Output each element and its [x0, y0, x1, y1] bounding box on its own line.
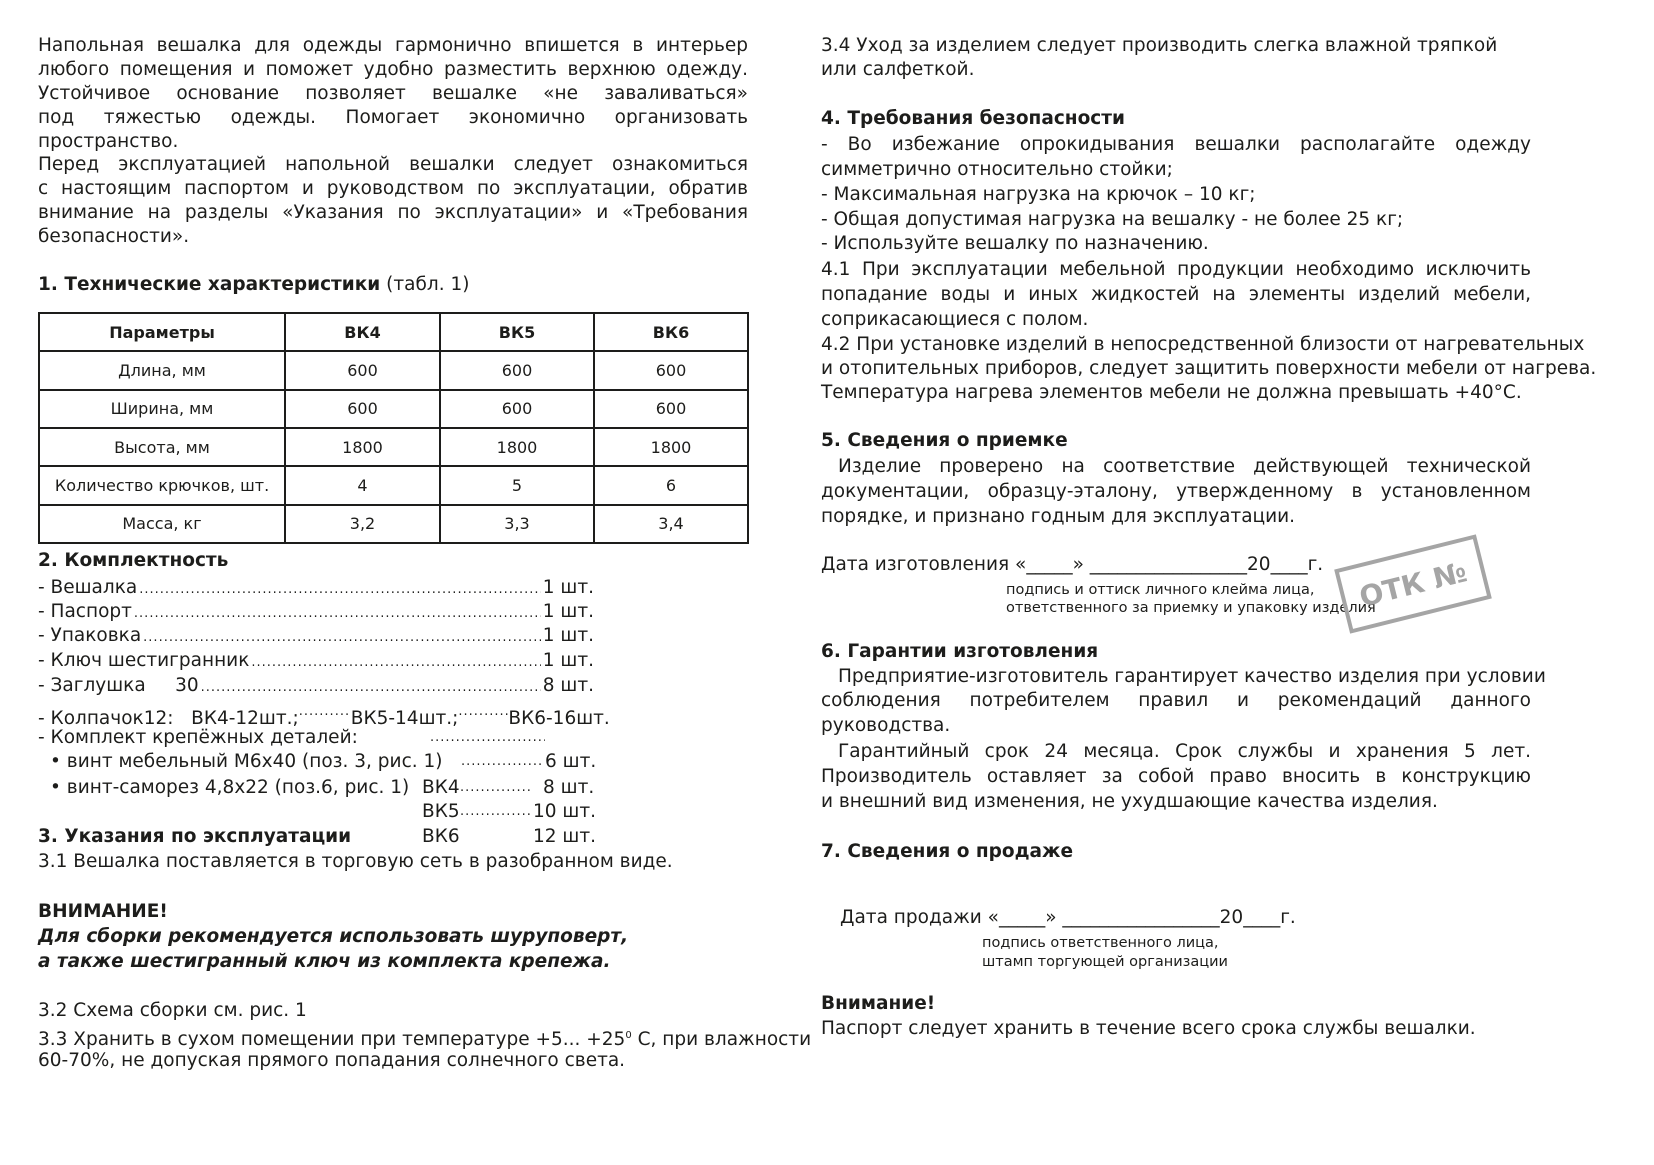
kit-item-label: - Ключ шестигранник [38, 650, 250, 671]
section4-line: соприкасающиеся с полом. [821, 309, 1089, 330]
section4-line: симметрично относительно стойки; [821, 159, 1173, 180]
section6-line: Производитель оставляет за собой право вносить в конструкцию [821, 766, 1531, 787]
table-cell: 3,4 [594, 505, 748, 543]
section1-heading [38, 273, 469, 297]
spec-table [38, 312, 749, 544]
section4-line: 4.1 При эксплуатации мебельной продукции необходимо исключить [821, 259, 1531, 280]
kit-item-label: - Упаковка [38, 625, 142, 646]
sale-note: подпись ответственного лица, [982, 935, 1219, 951]
section4-line: - Используйте вешалку по назначению. [821, 233, 1209, 254]
section4-line: попадание воды и иных жидкостей на элементы изделий мебели, [821, 284, 1531, 305]
table-cell: 600 [285, 351, 440, 389]
section4-line: и отопительных приборов, следует защитить поверхности мебели от нагрева. [821, 358, 1597, 379]
intro-line: любого помещения и поможет удобно разместить верхнюю одежду. [38, 59, 748, 80]
screw2-model: ВК4 [422, 777, 460, 798]
table-row [39, 505, 748, 543]
table-cell: 5 [440, 466, 594, 504]
p33-degree: 0 [625, 1030, 632, 1041]
manufacture-date: Дата изготовления «_____» _________________20____г. [821, 554, 1324, 575]
intro-line: Перед эксплуатацией напольной вешалки следует ознакомиться [38, 154, 748, 175]
table-cell: 1800 [285, 428, 440, 466]
table-cell: 600 [594, 390, 748, 428]
table-cell: 600 [285, 390, 440, 428]
section3-p34: или салфеткой. [821, 59, 975, 80]
table-cell: 600 [440, 351, 594, 389]
table-header: ВК4 [285, 313, 440, 351]
caps-label: - Колпачок12: [38, 708, 174, 729]
section4-line: - Общая допустимая нагрузка на вешалку - не более 25 кг; [821, 209, 1404, 230]
screw2-model: ВК5 [422, 801, 460, 822]
kit-item-label: - Заглушка 30 [38, 675, 199, 696]
screw2-model: ВК6 [422, 826, 460, 847]
section6-line: Гарантийный срок 24 месяца. Срок службы и хранения 5 лет. [838, 741, 1531, 762]
kit-item-qty: 1 шт. [542, 601, 594, 622]
intro-line: безопасности». [38, 226, 190, 247]
section3-p33 [38, 1024, 811, 1052]
section5-title: 5. Сведения о приемке [821, 430, 1068, 451]
table-cell: 600 [440, 390, 594, 428]
table-header: ВК6 [594, 313, 748, 351]
kit-item-label: - Паспорт [38, 601, 132, 622]
kit-item-qty: 1 шт. [542, 625, 594, 646]
table-header: ВК5 [440, 313, 594, 351]
table-header-row [39, 313, 748, 351]
screw2-qty: 12 шт. [533, 826, 597, 847]
screw1-label: • винт мебельный М6х40 (поз. 3, рис. 1) [50, 751, 443, 772]
section4-line: - Во избежание опрокидывания вешалки располагайте одежду [821, 134, 1531, 155]
caps-vk5: ВК5-14шт.; [350, 708, 459, 729]
table-cell: 3,3 [440, 505, 594, 543]
section5-line: порядке, и признано годным для эксплуатации. [821, 506, 1296, 527]
section3-p34: 3.4 Уход за изделием следует производить слегка влажной тряпкой [821, 35, 1498, 56]
screw2-qty: 10 шт. [533, 801, 597, 822]
attention-line: Для сборки рекомендуется использовать шуруповерт, [38, 926, 629, 947]
section3-p31: 3.1 Вешалка поставляется в торговую сеть в разобранном виде. [38, 851, 673, 872]
table-row [39, 351, 748, 389]
sale-note: штамп торгующей организации [982, 954, 1228, 970]
screw1-qty: 6 шт. [545, 751, 597, 772]
caps-vk4: ВК4-12шт.; [191, 708, 299, 729]
table-cell: 4 [285, 466, 440, 504]
section4-line: 4.2 При установке изделий в непосредственной близости от нагревательных [821, 334, 1585, 355]
table-row [39, 428, 748, 466]
otk-stamp [1334, 534, 1492, 633]
signature-note: подпись и оттиск личного клейма лица, [1006, 582, 1315, 598]
table-cell: Ширина, мм [39, 390, 285, 428]
section6-line: и внешний вид изменения, не ухудшающие качества изделия. [821, 791, 1438, 812]
kit-item [38, 674, 594, 700]
table-header: Параметры [39, 313, 285, 351]
kit-item [38, 624, 594, 650]
section6-line: руководства. [821, 715, 951, 736]
table-cell: 6 [594, 466, 748, 504]
intro-line: Напольная вешалка для одежды гармонично впишется в интерьер [38, 35, 748, 56]
kit-item-qty: 8 шт. [542, 675, 594, 696]
kit-fasteners: - Комплект крепёжных деталей: [38, 727, 358, 748]
table-cell: 1800 [440, 428, 594, 466]
table-cell: 600 [594, 351, 748, 389]
section4-title: 4. Требования безопасности [821, 108, 1125, 129]
otk-stamp-text: ОТК № [1356, 554, 1470, 614]
kit-item-qty: 1 шт. [542, 650, 594, 671]
section3-title: 3. Указания по эксплуатации [38, 826, 352, 847]
kit-item [38, 600, 594, 626]
section4-line: Температура нагрева элементов мебели не должна превышать +40°С. [821, 382, 1522, 403]
section3-p32: 3.2 Схема сборки см. рис. 1 [38, 1000, 307, 1021]
screw2-qty: 8 шт. [543, 777, 595, 798]
section1-title: 1. Технические характеристики [38, 274, 381, 295]
table-row [39, 466, 748, 504]
table-cell: Длина, мм [39, 351, 285, 389]
table-cell: Высота, мм [39, 428, 285, 466]
screw2-label: • винт-саморез 4,8х22 (поз.6, рис. 1) [50, 777, 410, 798]
p33-text-b: С, при влажности [631, 1029, 812, 1051]
p33-text: 3.3 Хранить в сухом помещении при температуре +5... +25 [38, 1029, 626, 1051]
table-cell: 1800 [594, 428, 748, 466]
caps-vk6: ВК6-16шт. [508, 708, 610, 729]
section6-title: 6. Гарантии изготовления [821, 641, 1099, 662]
attention-line: а также шестигранный ключ из комплекта крепежа. [38, 951, 611, 972]
section5-line: Изделие проверено на соответствие действующей технической [838, 456, 1531, 477]
section5-line: документации, образцу-эталону, утвержденному в установленном [821, 481, 1531, 502]
table-cell: 3,2 [285, 505, 440, 543]
signature-note: ответственного за приемку и упаковку изделия [1006, 600, 1376, 616]
section6-line: Предприятие-изготовитель гарантирует качество изделия при условии [838, 666, 1546, 687]
intro-line: под тяжестью одежды. Помогает экономично организовать [38, 107, 748, 128]
section4-line: - Максимальная нагрузка на крючок – 10 кг; [821, 184, 1256, 205]
intro-line: с настоящим паспортом и руководством по эксплуатации, обратив [38, 178, 748, 199]
table-cell: Масса, кг [39, 505, 285, 543]
final-attention-title: Внимание! [821, 993, 936, 1014]
sale-date: Дата продажи «_____» _________________20____г. [840, 907, 1296, 928]
screw2-dots [460, 800, 532, 831]
table-cell: Количество крючков, шт. [39, 466, 285, 504]
table-row [39, 390, 748, 428]
kit-item-qty: 1 шт. [542, 577, 594, 598]
section2-title: 2. Комплектность [38, 550, 229, 571]
intro-line: внимание на разделы «Указания по эксплуатации» и «Требования [38, 202, 748, 223]
section7-title: 7. Сведения о продаже [821, 841, 1073, 862]
section6-line: соблюдения потребителем правил и рекомендаций данного [821, 690, 1531, 711]
kit-item-label: - Вешалка [38, 577, 138, 598]
intro-line: Устойчивое основание позволяет вешалке «не заваливаться» [38, 83, 748, 104]
section1-suffix: (табл. 1) [380, 274, 470, 295]
kit-item [38, 576, 594, 602]
final-attention-text: Паспорт следует хранить в течение всего срока службы вешалки. [821, 1018, 1476, 1039]
intro-line: пространство. [38, 131, 179, 152]
section3-p33c: 60-70%, не допуская прямого попадания солнечного света. [38, 1050, 626, 1071]
kit-item [38, 649, 594, 675]
attention-heading: ВНИМАНИЕ! [38, 901, 168, 922]
